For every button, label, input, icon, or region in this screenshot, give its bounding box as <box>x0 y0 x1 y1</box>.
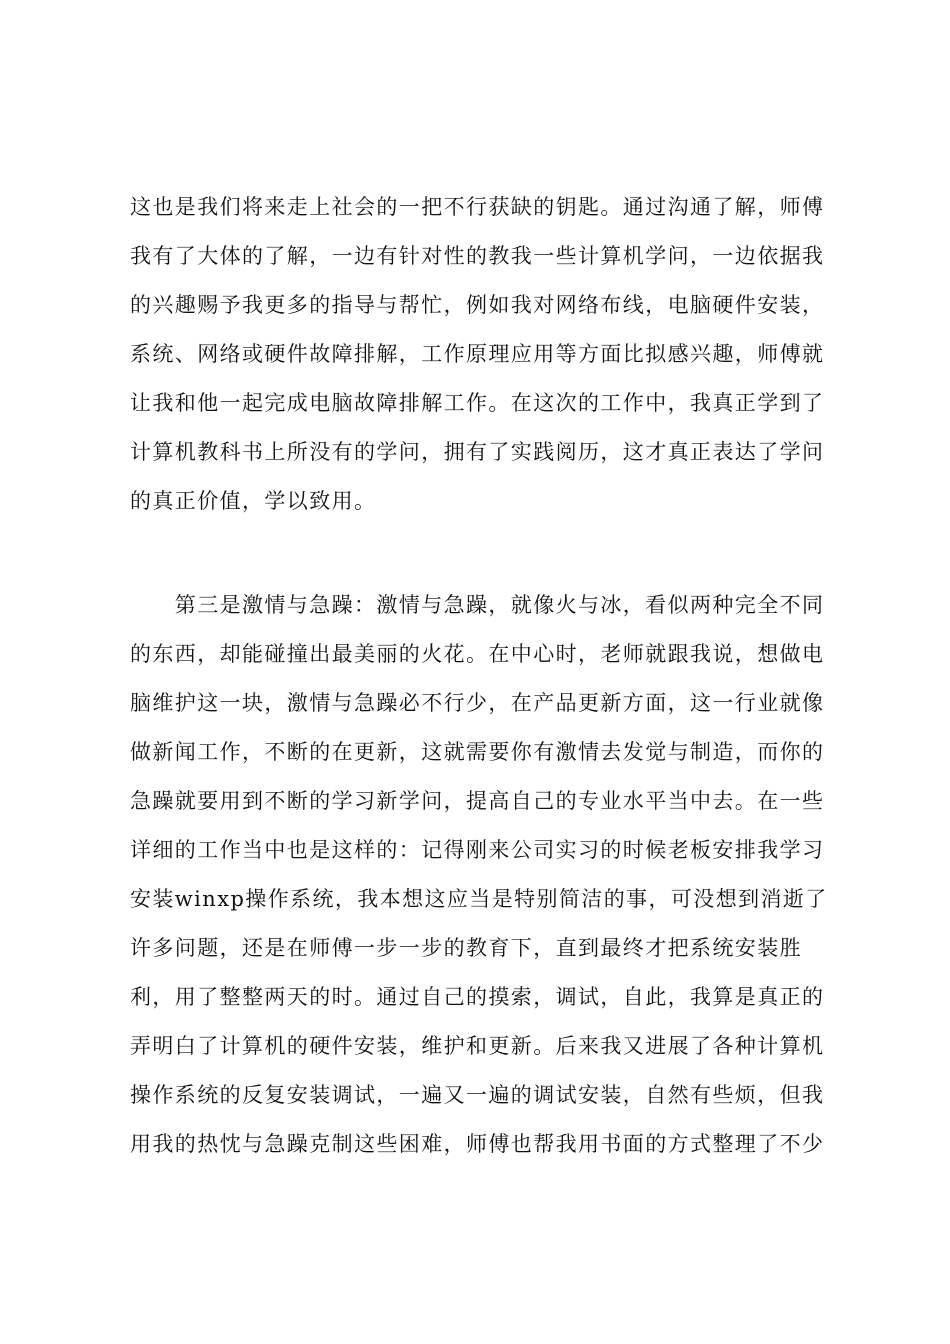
text-line: 安装winxp操作系统，我本想这应当是特别简洁的事，可没想到消逝了 <box>130 887 828 911</box>
text-line: 脑维护这一块，激情与急躁必不行少，在产品更新方面，这一行业就像 <box>130 691 825 715</box>
text-line: 操作系统的反复安装调试，一遍又一遍的调试安装，自然有些烦，但我 <box>130 1083 825 1107</box>
text-line: 急躁就要用到不断的学习新学问，提高自己的专业水平当中去。在一些 <box>130 789 825 813</box>
text-line: 的东西，却能碰撞出最美丽的火花。在中心时，老师就跟我说，想做电 <box>130 642 825 666</box>
text-line: 我有了大体的了解，一边有针对性的教我一些计算机学问，一边依据我 <box>130 244 825 268</box>
text-line: 计算机教科书上所没有的学问，拥有了实践阅历，这才真正表达了学问 <box>130 440 825 464</box>
text-line: 用我的热忱与急躁克制这些困难，师傅也帮我用书面的方式整理了不少 <box>130 1132 825 1156</box>
text-line: 弄明白了计算机的硬件安装，维护和更新。后来我又进展了各种计算机 <box>130 1034 825 1058</box>
text-line: 让我和他一起完成电脑故障排解工作。在这次的工作中，我真正学到了 <box>130 391 825 415</box>
text-line: 利，用了整整两天的时。通过自己的摸索，调试，自此，我算是真正的 <box>130 985 825 1009</box>
text-line: 详细的工作当中也是这样的：记得刚来公司实习的时候老板安排我学习 <box>130 838 825 862</box>
text-line: 系统、网络或硬件故障排解，工作原理应用等方面比拟感兴趣，师傅就 <box>130 342 825 366</box>
text-line: 第三是激情与急躁：激情与急躁，就像火与冰，看似两种完全不同 <box>130 593 825 617</box>
paragraph-2 <box>130 581 830 1218</box>
text-line <box>130 1169 830 1218</box>
text-line: 这也是我们将来走上社会的一把不行获缺的钥匙。通过沟通了解，师傅 <box>130 195 825 219</box>
text-line: 的真正价值，学以致用。 <box>130 489 377 513</box>
text-line: 的兴趣赐予我更多的指导与帮忙，例如我对网络布线，电脑硬件安装， <box>130 293 825 317</box>
text-line: 做新闻工作，不断的在更新，这就需要你有激情去发觉与制造，而你的 <box>130 740 825 764</box>
text-line: 许多问题，还是在师傅一步一步的教育下，直到最终才把系统安装胜 <box>130 936 802 960</box>
paragraph-1 <box>130 183 830 526</box>
